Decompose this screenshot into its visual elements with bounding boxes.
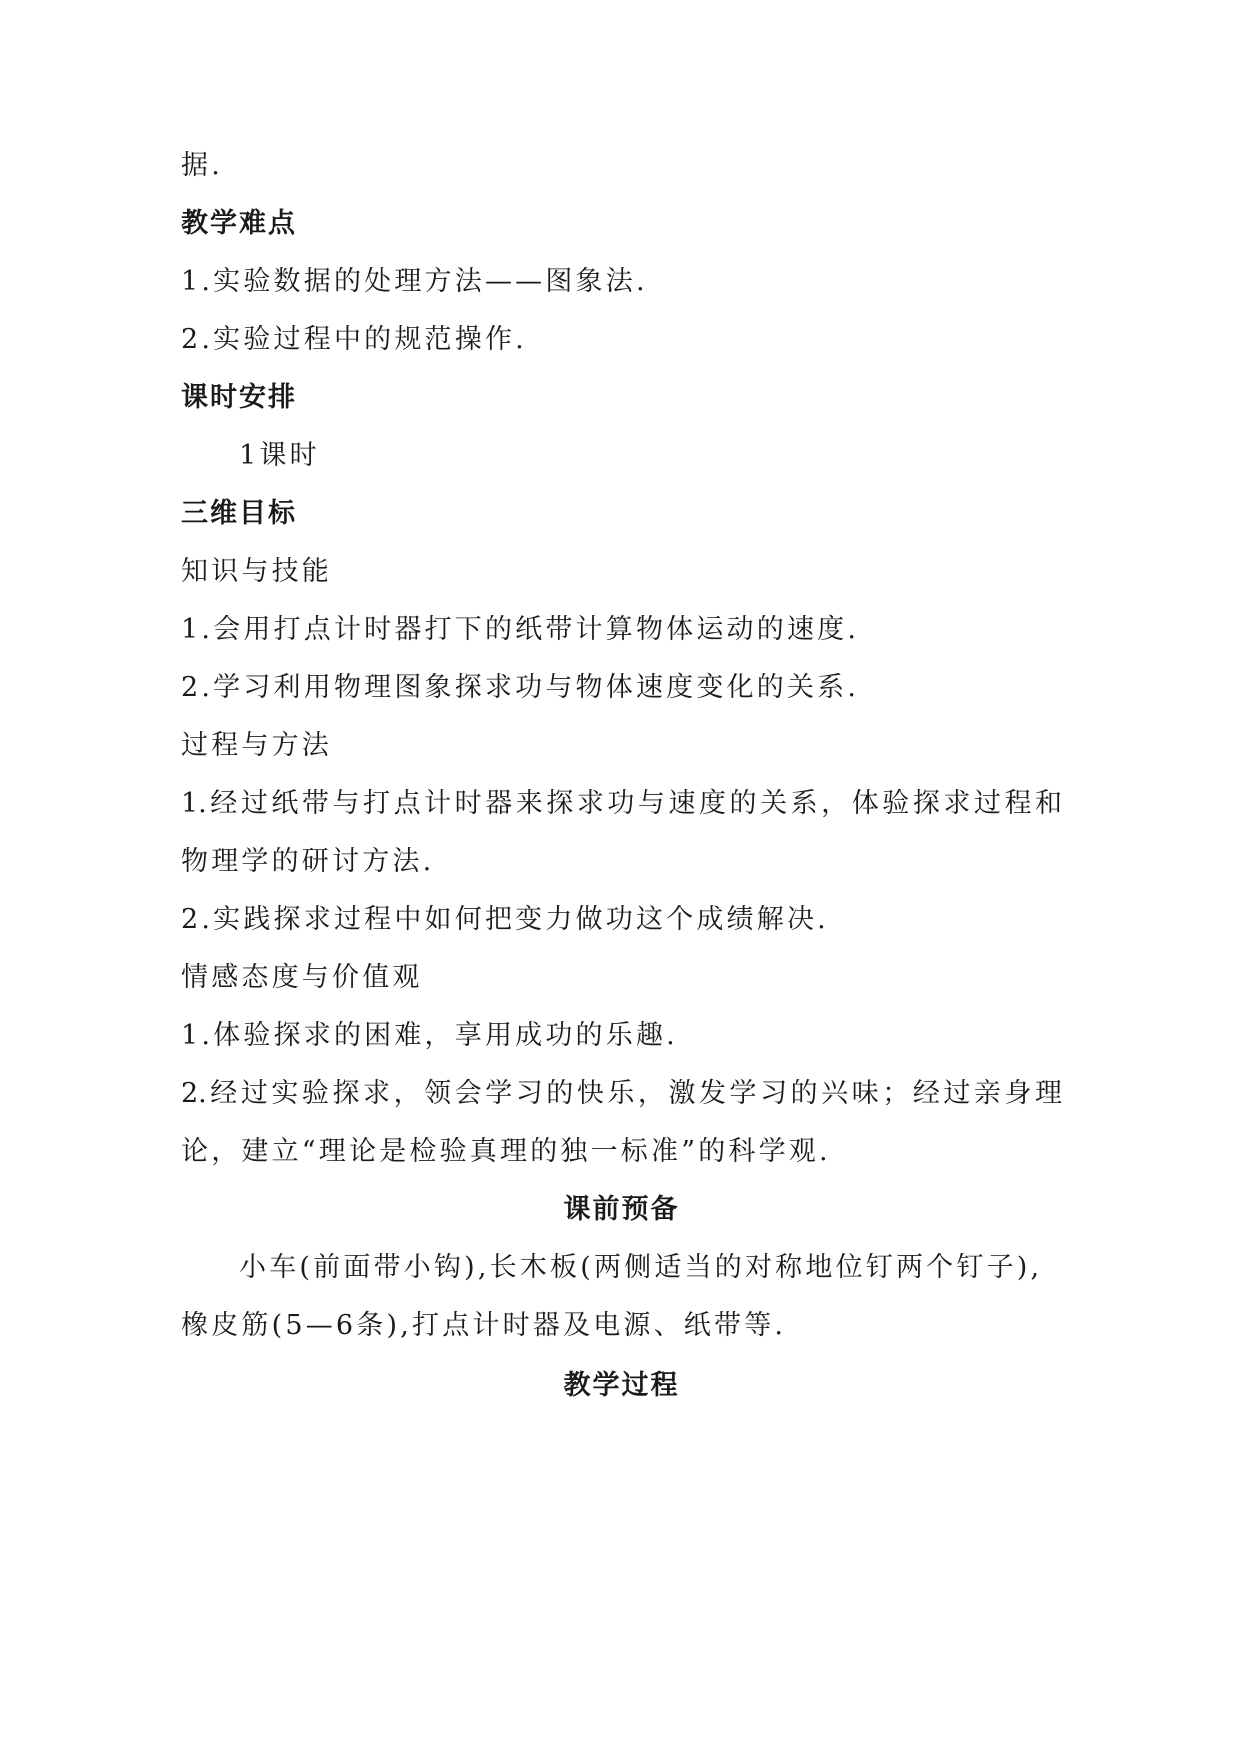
- list-item: 2.实践探求过程中如何把变力做功这个成绩解决.: [181, 904, 829, 935]
- list-item: 1.会用打点计时器打下的纸带计算物体运动的速度.: [181, 614, 860, 645]
- list-item: 1.实验数据的处理方法——图象法.: [181, 266, 648, 297]
- subheading: 情感态度与价值观: [181, 962, 423, 993]
- document-page: [181, 0, 1062, 1754]
- section-heading-process: 教学过程: [563, 1370, 680, 1401]
- section-heading-schedule: 课时安排: [181, 382, 297, 413]
- section-heading-teaching-difficulties: 教学难点: [181, 208, 297, 239]
- text-line: 论，建立“理论是检验真理的独一标准”的科学观.: [181, 1136, 831, 1167]
- subheading: 过程与方法: [181, 730, 332, 761]
- list-item: 1.经过纸带与打点计时器来探求功与速度的关系，体验探求过程和: [181, 788, 1062, 819]
- section-heading-preparation: 课前预备: [563, 1194, 680, 1225]
- list-item: 2.实验过程中的规范操作.: [181, 324, 527, 355]
- text-line: 1课时: [239, 440, 320, 471]
- list-item: 1.体验探求的困难，享用成功的乐趣.: [181, 1020, 678, 1051]
- section-heading-goals: 三维目标: [181, 498, 297, 529]
- list-item: 2.学习利用物理图象探求功与物体速度变化的关系.: [181, 672, 860, 703]
- list-item: 2.经过实验探求，领会学习的快乐，激发学习的兴味；经过亲身理: [181, 1078, 1062, 1109]
- subheading: 知识与技能: [181, 556, 332, 587]
- text-line: 物理学的研讨方法.: [181, 846, 435, 877]
- paragraph-line: 小车(前面带小钩),长木板(两侧适当的对称地位钉两个钉子),: [239, 1252, 1043, 1283]
- paragraph-line: 橡皮筋(5—6条),打点计时器及电源、纸带等.: [181, 1310, 787, 1341]
- text-line: 据.: [181, 150, 223, 181]
